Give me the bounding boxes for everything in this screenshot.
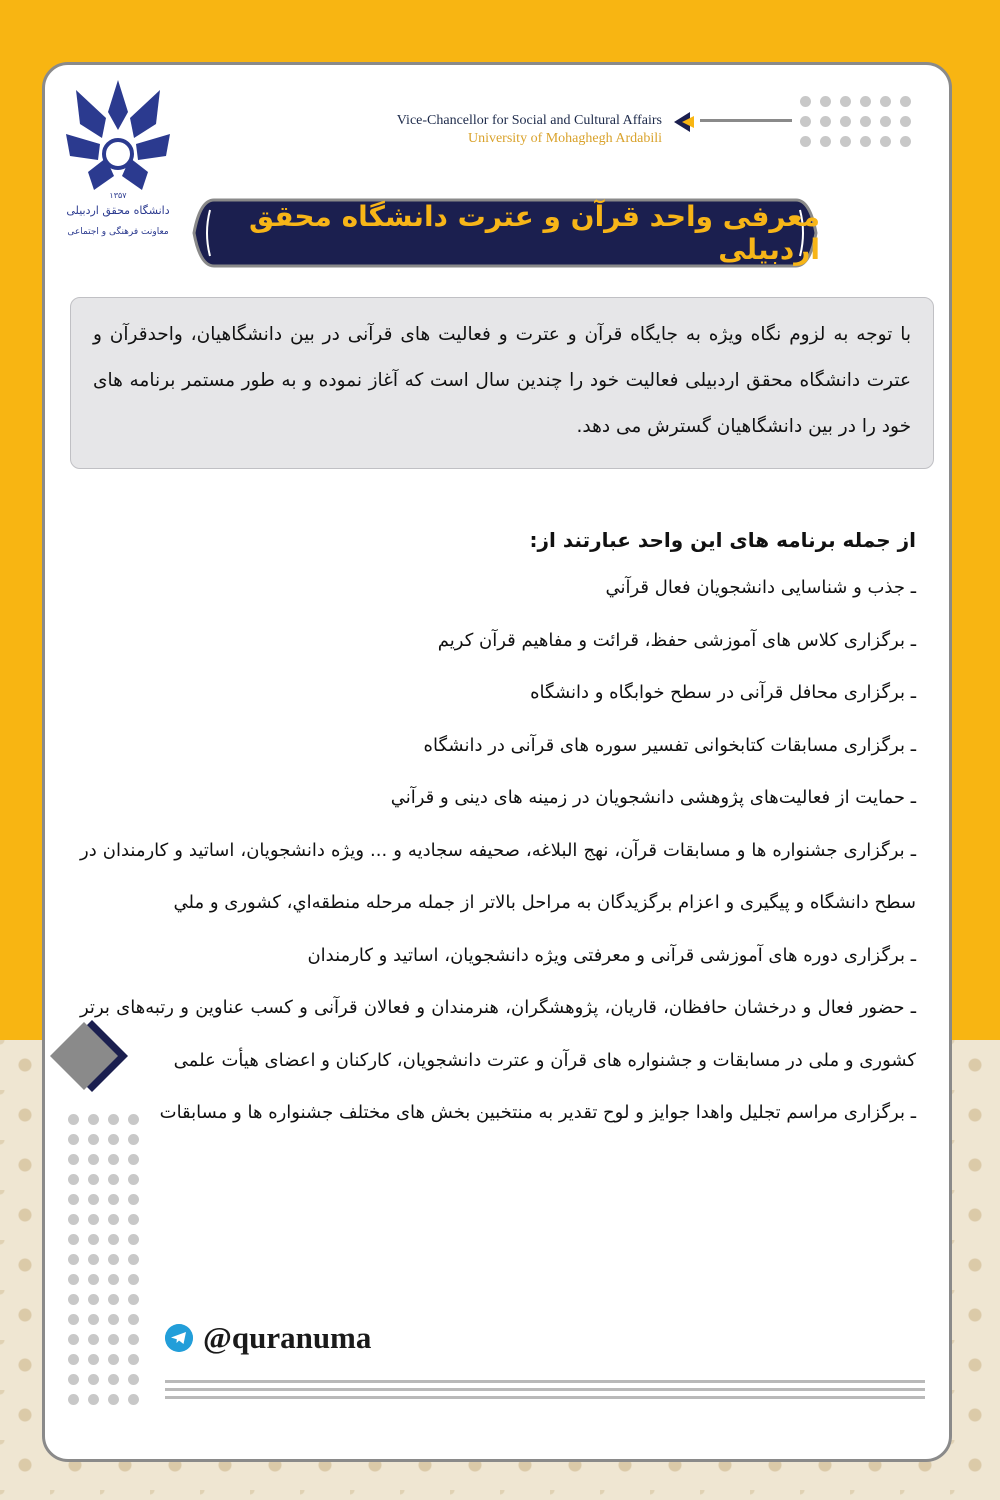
- dot-grid-top-right: [800, 96, 911, 147]
- list-item: ـ برگزاری جشنواره ها و مسابقات قرآن، نهج البلاغه، صحیفه سجادیه و ... ویژه دانشجویان، اساتید و کارمندان در سطح دانشگاه و پیگیری و اعزام برگزیدگان به مراحل بالاتر از جمله مرحله منطقه‌اي، کشوری و ملي: [80, 839, 916, 913]
- logo-name: دانشگاه محقق اردبیلی: [66, 204, 170, 217]
- university-logo: [58, 72, 178, 247]
- page-title: معرفی واحد قرآن و عترت دانشگاه محقق اردبیلی: [248, 200, 820, 266]
- list-item: ـ حمايت از فعالیت‌های پژوهشی دانشجویان در زمینه های دینی و قرآني: [390, 787, 916, 808]
- footer-divider: [165, 1380, 925, 1404]
- header-line-2: University of Mohaghegh Ardabili: [467, 131, 662, 146]
- header: [330, 112, 662, 148]
- programs-list: [80, 520, 916, 1140]
- programs-heading: از جمله برنامه های این واحد عبارتند از:: [529, 528, 916, 552]
- list-item: ـ برگزاری دوره های آموزشی قرآنی و معرفتی ویژه دانشجویان، اساتید و کارمندان: [307, 944, 916, 966]
- list-item: ـ برگزاری کلاس های آموزشی حفظ، قرائت و مفاهیم قرآن کریم: [437, 629, 916, 651]
- diamond-decoration-icon: [48, 1012, 138, 1102]
- header-divider: [700, 119, 792, 122]
- dot-grid-left: [68, 1114, 139, 1405]
- telegram-handle[interactable]: [165, 1318, 371, 1358]
- list-item: ـ حضور فعال و درخشان حافظان، قاریان، پژوهشگران، هنرمندان و فعالان قرآنی و کسب عناوین و رتبه‌های برتر کشوری و ملی در مسابقات و جشنواره های قرآن و عترت دانشجویان، کارکنان و اعضای هیأت علمی: [80, 997, 916, 1071]
- logo-subtitle: معاونت فرهنگی و اجتماعی: [67, 227, 169, 237]
- intro-paragraph: با توجه به لزوم نگاه ویژه به جایگاه قرآن و عترت و فعالیت های قرآنی در بین دانشگاهیان، واحدقرآن و عترت دانشگاه محقق اردبیلی فعالیت خود را چندین سال است که آغاز نموده و به طور مستمر برنامه های خود را در بین دانشگاهیان گسترش می دهد.: [70, 297, 934, 469]
- telegram-icon: [165, 1324, 193, 1352]
- header-line-1: Vice-Chancellor for Social and Cultural Affairs: [396, 113, 662, 128]
- logo-year: ۱۳۵۷: [109, 191, 127, 200]
- handle-text: @quranuma: [203, 1320, 372, 1355]
- arrow-left-icon: [668, 108, 696, 136]
- list-item: ـ برگزاری مسابقات کتابخوانی تفسیر سوره های قرآنی در دانشگاه: [423, 734, 916, 756]
- list-item: ـ برگزاری مراسم تجلیل واهدا جوایز و لوح تقدیر به منتخبین بخش های مختلف جشنواره ها و مسابقات: [159, 1102, 916, 1123]
- list-item: ـ جذب و شناسایی دانشجویان فعال قرآني: [605, 577, 916, 598]
- list-item: ـ برگزاری محافل قرآنی در سطح خوابگاه و دانشگاه: [530, 682, 916, 703]
